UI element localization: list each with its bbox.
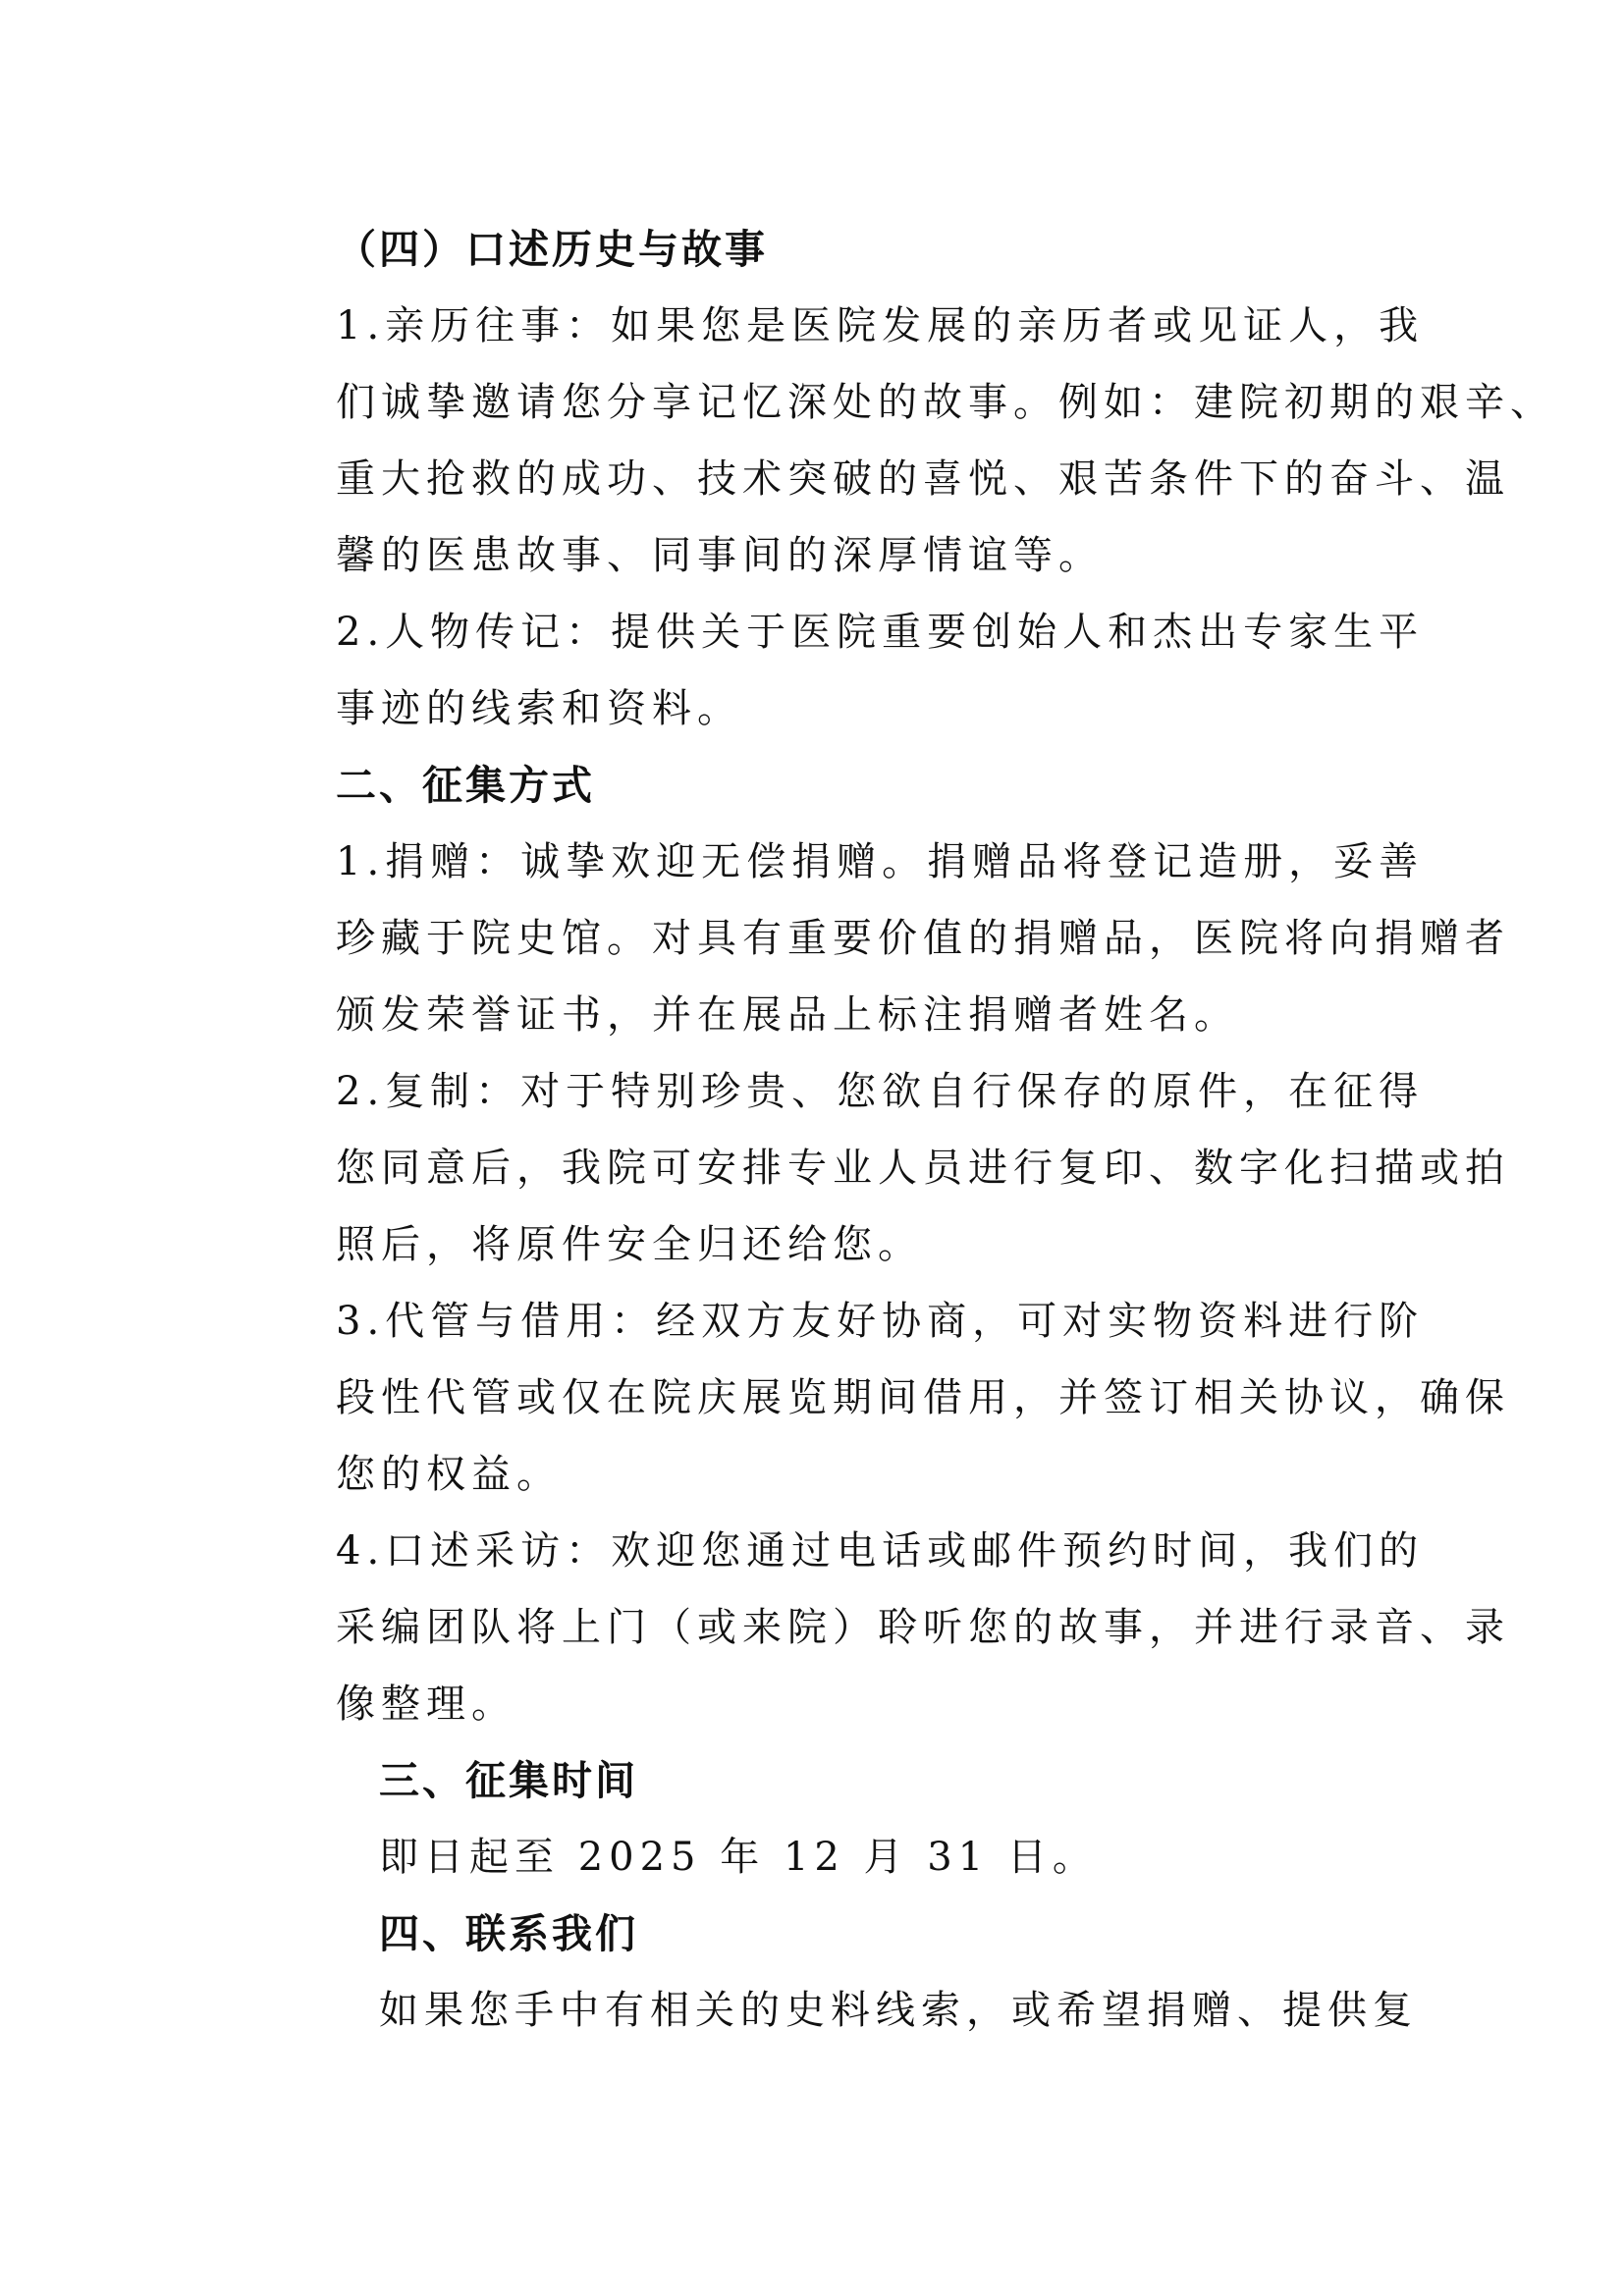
text-line: 您的权益。	[336, 1452, 562, 1497]
text-line: 2.人物传记：提供关于医院重要创始人和杰出专家生平	[336, 610, 1425, 655]
text-line: 照后，将原件安全归还给您。	[336, 1222, 923, 1267]
text-line: 您同意后，我院可安排专业人员进行复印、数字化扫描或拍	[336, 1146, 1510, 1191]
section-heading-oral-history: （四）口述历史与故事	[336, 226, 768, 273]
section-heading-collection-methods: 二、征集方式	[336, 762, 595, 809]
document-page	[249, 211, 1555, 2049]
paragraph-collection-period	[249, 1819, 1388, 1896]
section-heading-contact-us: 四、联系我们	[379, 1910, 638, 1957]
paragraph-donation	[249, 824, 1510, 1053]
text-line: 4.口述采访：欢迎您通过电话或邮件预约时间，我们的	[336, 1528, 1425, 1574]
text-line: 事迹的线索和资料。	[336, 686, 742, 731]
text-line: 采编团队将上门（或来院）聆听您的故事，并进行录音、录	[336, 1605, 1510, 1650]
text-line: 们诚挚邀请您分享记忆深处的故事。例如：建院初期的艰辛、	[336, 380, 1555, 425]
text-line: 颁发荣誉证书，并在展品上标注捐赠者姓名。	[336, 992, 1239, 1038]
text-line: 重大抢救的成功、技术突破的喜悦、艰苦条件下的奋斗、温	[336, 456, 1510, 502]
text-line: 如果您手中有相关的史料线索，或希望捐赠、提供复	[379, 1988, 1418, 2033]
text-line: 珍藏于院史馆。对具有重要价值的捐赠品，医院将向捐赠者	[336, 916, 1510, 961]
paragraph-oral-interview	[249, 1513, 1510, 1742]
text-line: 馨的医患故事、同事间的深厚情谊等。	[336, 533, 1104, 578]
paragraph-personal-experience	[249, 288, 1555, 594]
section-heading-collection-period: 三、征集时间	[379, 1757, 638, 1804]
paragraph-biography	[249, 594, 1425, 747]
text-line: 3.代管与借用：经双方友好协商，可对实物资料进行阶	[336, 1299, 1425, 1344]
text-line: 1.捐赠：诚挚欢迎无偿捐赠。捐赠品将登记造册，妥善	[336, 839, 1425, 884]
paragraph-copying	[249, 1053, 1510, 1283]
text-line: 1.亲历往事：如果您是医院发展的亲历者或见证人，我	[336, 303, 1425, 348]
text-line: 2.复制：对于特别珍贵、您欲自行保存的原件，在征得	[336, 1069, 1425, 1114]
text-line: 即日起至 2025 年 12 月 31 日。	[379, 1835, 1098, 1880]
paragraph-custody-loan	[249, 1283, 1510, 1513]
paragraph-contact-us	[249, 1972, 1418, 2049]
text-line: 像整理。	[336, 1682, 516, 1727]
text-line: 段性代管或仅在院庆展览期间借用，并签订相关协议，确保	[336, 1375, 1510, 1420]
